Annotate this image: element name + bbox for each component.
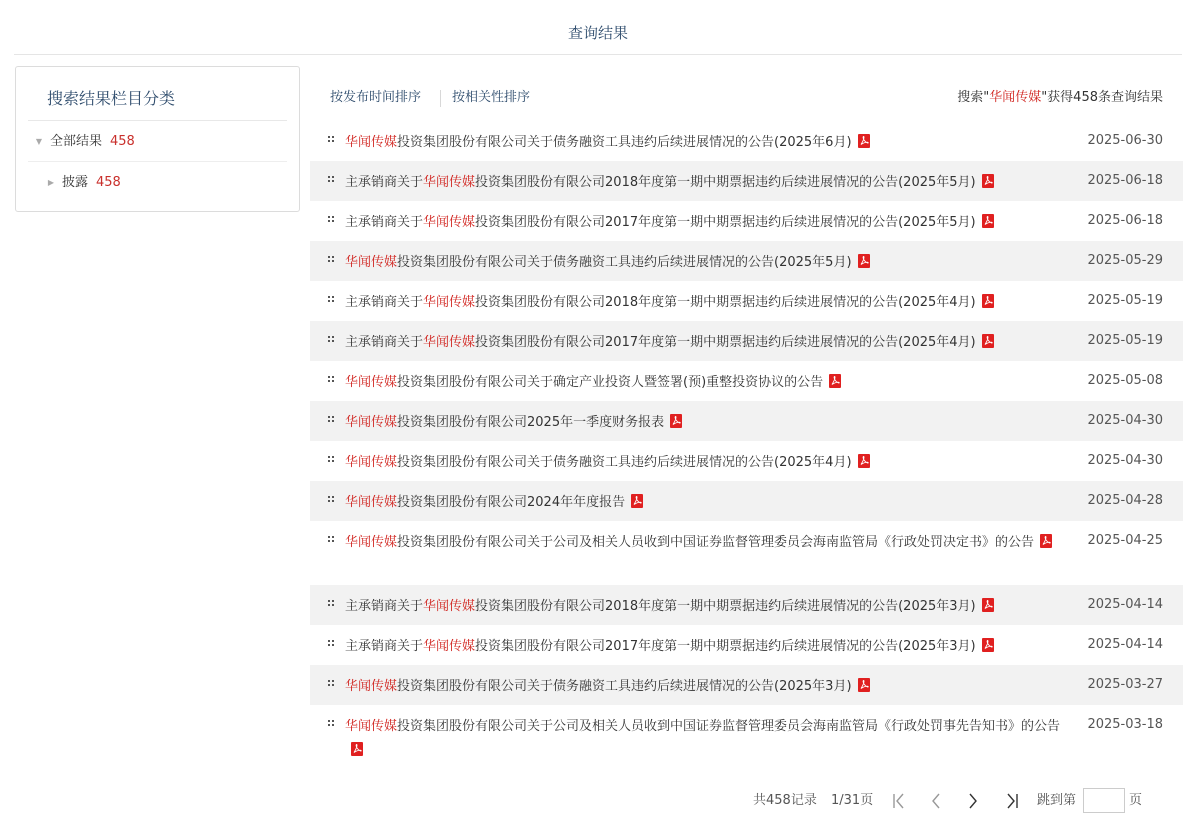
jump-to-label: 跳到第 [1037, 793, 1077, 808]
next-page-button[interactable] [966, 788, 980, 814]
title-rest: 投资集团股份有限公司关于债务融资工具违约后续进展情况的公告(2025年5月) [397, 255, 852, 270]
title-keyword: 华闻传媒 [345, 455, 398, 470]
title-keyword: 华闻传媒 [345, 719, 398, 734]
title-prefix: 主承销商关于 [345, 335, 424, 350]
title-keyword: 华闻传媒 [423, 599, 476, 614]
title-keyword: 华闻传媒 [345, 535, 398, 550]
title-keyword: 华闻传媒 [423, 295, 476, 310]
result-date: 2025-04-30 [1087, 413, 1163, 428]
result-date: 2025-04-30 [1087, 453, 1163, 468]
pdf-icon[interactable] [858, 253, 870, 267]
jump-page-input[interactable] [1083, 788, 1125, 813]
title-prefix: 主承销商关于 [345, 215, 424, 230]
bullet-icon [328, 680, 334, 686]
result-list [310, 121, 1183, 769]
result-row [310, 665, 1183, 705]
total-records: 共458记录 [753, 793, 817, 808]
result-title-link[interactable] [345, 491, 1075, 515]
bullet-icon [328, 176, 334, 182]
pdf-icon[interactable] [982, 637, 994, 651]
title-keyword: 华闻传媒 [423, 335, 476, 350]
result-title-link[interactable] [345, 411, 1075, 435]
title-rest: 投资集团股份有限公司2017年度第一期中期票据违约后续进展情况的公告(2025年3月) [475, 639, 976, 654]
result-date: 2025-03-27 [1087, 677, 1163, 692]
title-rest: 投资集团股份有限公司2017年度第一期中期票据违约后续进展情况的公告(2025年5月) [475, 215, 976, 230]
title-rest: 投资集团股份有限公司2024年年度报告 [397, 495, 626, 510]
bullet-icon [328, 296, 334, 302]
title-keyword: 华闻传媒 [345, 255, 398, 270]
bullet-icon [328, 136, 334, 142]
title-keyword: 华闻传媒 [345, 415, 398, 430]
title-keyword: 华闻传媒 [345, 375, 398, 390]
bullet-icon [328, 640, 334, 646]
result-date: 2025-06-18 [1087, 173, 1163, 188]
result-row [310, 201, 1183, 241]
jump-page-suffix: 页 [1129, 793, 1143, 808]
pdf-icon[interactable] [982, 597, 994, 611]
result-date: 2025-05-19 [1087, 293, 1163, 308]
result-date: 2025-04-28 [1087, 493, 1163, 508]
result-row [310, 161, 1183, 201]
sort-divider [440, 90, 441, 107]
caret-down-icon: ▼ [35, 137, 43, 146]
bullet-icon [328, 376, 334, 382]
category-count: 458 [96, 175, 121, 190]
summary-keyword: 华闻传媒 [989, 90, 1042, 105]
result-date: 2025-04-14 [1087, 597, 1163, 612]
title-rest: 投资集团股份有限公司关于债务融资工具违约后续进展情况的公告(2025年6月) [397, 135, 852, 150]
category-sidebar [15, 66, 300, 212]
title-prefix: 主承销商关于 [345, 175, 424, 190]
title-rest: 投资集团股份有限公司2017年度第一期中期票据违约后续进展情况的公告(2025年4月) [475, 335, 976, 350]
last-page-button[interactable] [1004, 788, 1020, 814]
title-prefix: 主承销商关于 [345, 599, 424, 614]
result-title-link[interactable] [345, 531, 1075, 555]
summary-prefix: 搜索" [957, 90, 990, 105]
result-row [310, 321, 1183, 361]
result-title-link[interactable] [345, 331, 1075, 355]
result-date: 2025-06-30 [1087, 133, 1163, 148]
pdf-icon[interactable] [351, 741, 363, 755]
pdf-icon[interactable] [858, 453, 870, 467]
bullet-icon [328, 456, 334, 462]
category-label: 披露 [62, 175, 89, 190]
title-prefix: 主承销商关于 [345, 295, 424, 310]
bullet-icon [328, 496, 334, 502]
result-row [310, 521, 1183, 585]
bullet-icon [328, 600, 334, 606]
result-title-link[interactable] [345, 251, 1075, 275]
pdf-icon[interactable] [858, 677, 870, 691]
sort-by-time-button[interactable]: 按发布时间排序 [330, 90, 422, 105]
category-label: 全部结果 [50, 134, 103, 149]
result-title-link[interactable] [345, 371, 1075, 395]
results-toolbar [310, 80, 1183, 116]
title-keyword: 华闻传媒 [423, 175, 476, 190]
prev-page-icon [929, 788, 943, 814]
result-title-link[interactable] [345, 675, 1075, 699]
pdf-icon[interactable] [982, 293, 994, 307]
bullet-icon [328, 256, 334, 262]
result-date: 2025-04-14 [1087, 637, 1163, 652]
pdf-icon[interactable] [982, 173, 994, 187]
pdf-icon[interactable] [631, 493, 643, 507]
pdf-icon[interactable] [670, 413, 682, 427]
pdf-icon[interactable] [982, 213, 994, 227]
result-title-link[interactable] [345, 211, 1075, 235]
category-count: 458 [110, 134, 135, 149]
result-date: 2025-06-18 [1087, 213, 1163, 228]
result-row [310, 481, 1183, 521]
bullet-icon [328, 536, 334, 542]
last-page-icon [1004, 788, 1020, 814]
result-title-link[interactable] [345, 635, 1075, 659]
page-title: 查询结果 [14, 12, 1182, 55]
result-row [310, 401, 1183, 441]
result-row [310, 361, 1183, 401]
title-rest: 投资集团股份有限公司关于债务融资工具违约后续进展情况的公告(2025年4月) [397, 455, 852, 470]
result-row [310, 121, 1183, 161]
title-rest: 投资集团股份有限公司2018年度第一期中期票据违约后续进展情况的公告(2025年5月) [475, 175, 976, 190]
sort-by-relevance-button[interactable]: 按相关性排序 [452, 90, 531, 105]
title-rest: 投资集团股份有限公司2018年度第一期中期票据违约后续进展情况的公告(2025年4月) [475, 295, 976, 310]
first-page-button[interactable] [891, 788, 907, 814]
result-date: 2025-05-29 [1087, 253, 1163, 268]
page-indicator: 1/31页 [831, 793, 874, 808]
title-keyword: 华闻传媒 [423, 215, 476, 230]
result-summary [957, 89, 1163, 107]
sidebar-title: 搜索结果栏目分类 [28, 67, 287, 121]
result-title-link[interactable] [345, 171, 1075, 195]
result-date: 2025-05-19 [1087, 333, 1163, 348]
result-row [310, 625, 1183, 665]
bullet-icon [328, 416, 334, 422]
pdf-icon[interactable] [829, 373, 841, 387]
next-page-icon [966, 788, 980, 814]
category-all-results[interactable] [28, 122, 287, 162]
title-keyword: 华闻传媒 [345, 135, 398, 150]
title-rest: 投资集团股份有限公司关于债务融资工具违约后续进展情况的公告(2025年3月) [397, 679, 852, 694]
first-page-icon [891, 788, 907, 814]
result-title-link[interactable] [345, 291, 1075, 315]
bullet-icon [328, 336, 334, 342]
prev-page-button[interactable] [929, 788, 943, 814]
result-title-link[interactable] [345, 451, 1075, 475]
title-keyword: 华闻传媒 [423, 639, 476, 654]
pdf-icon[interactable] [858, 133, 870, 147]
result-title-link[interactable] [345, 595, 1075, 619]
title-rest: 投资集团股份有限公司2025年一季度财务报表 [397, 415, 665, 430]
result-row [310, 241, 1183, 281]
title-rest: 投资集团股份有限公司关于确定产业投资人暨签署(预)重整投资协议的公告 [397, 375, 824, 390]
result-row [310, 705, 1183, 769]
title-rest: 投资集团股份有限公司关于公司及相关人员收到中国证券监督管理委员会海南监管局《行政处罚决定书》的公告 [397, 535, 1035, 550]
title-keyword: 华闻传媒 [345, 495, 398, 510]
result-date: 2025-03-18 [1087, 717, 1163, 732]
summary-suffix: "获得458条查询结果 [1041, 90, 1163, 105]
result-date: 2025-04-25 [1087, 533, 1163, 548]
result-title-link[interactable] [345, 715, 1075, 763]
title-prefix: 主承销商关于 [345, 639, 424, 654]
category-disclosure[interactable] [28, 163, 287, 203]
result-date: 2025-05-08 [1087, 373, 1163, 388]
result-row [310, 585, 1183, 625]
result-row [310, 441, 1183, 481]
title-rest: 投资集团股份有限公司2018年度第一期中期票据违约后续进展情况的公告(2025年3月) [475, 599, 976, 614]
caret-right-icon: ▶ [47, 178, 55, 187]
title-keyword: 华闻传媒 [345, 679, 398, 694]
result-row [310, 281, 1183, 321]
pdf-icon[interactable] [1040, 533, 1052, 547]
result-title-link[interactable] [345, 131, 1075, 155]
bullet-icon [328, 720, 334, 726]
title-rest: 投资集团股份有限公司关于公司及相关人员收到中国证券监督管理委员会海南监管局《行政处罚事先告知书》的公告 [397, 719, 1061, 734]
bullet-icon [328, 216, 334, 222]
pdf-icon[interactable] [982, 333, 994, 347]
